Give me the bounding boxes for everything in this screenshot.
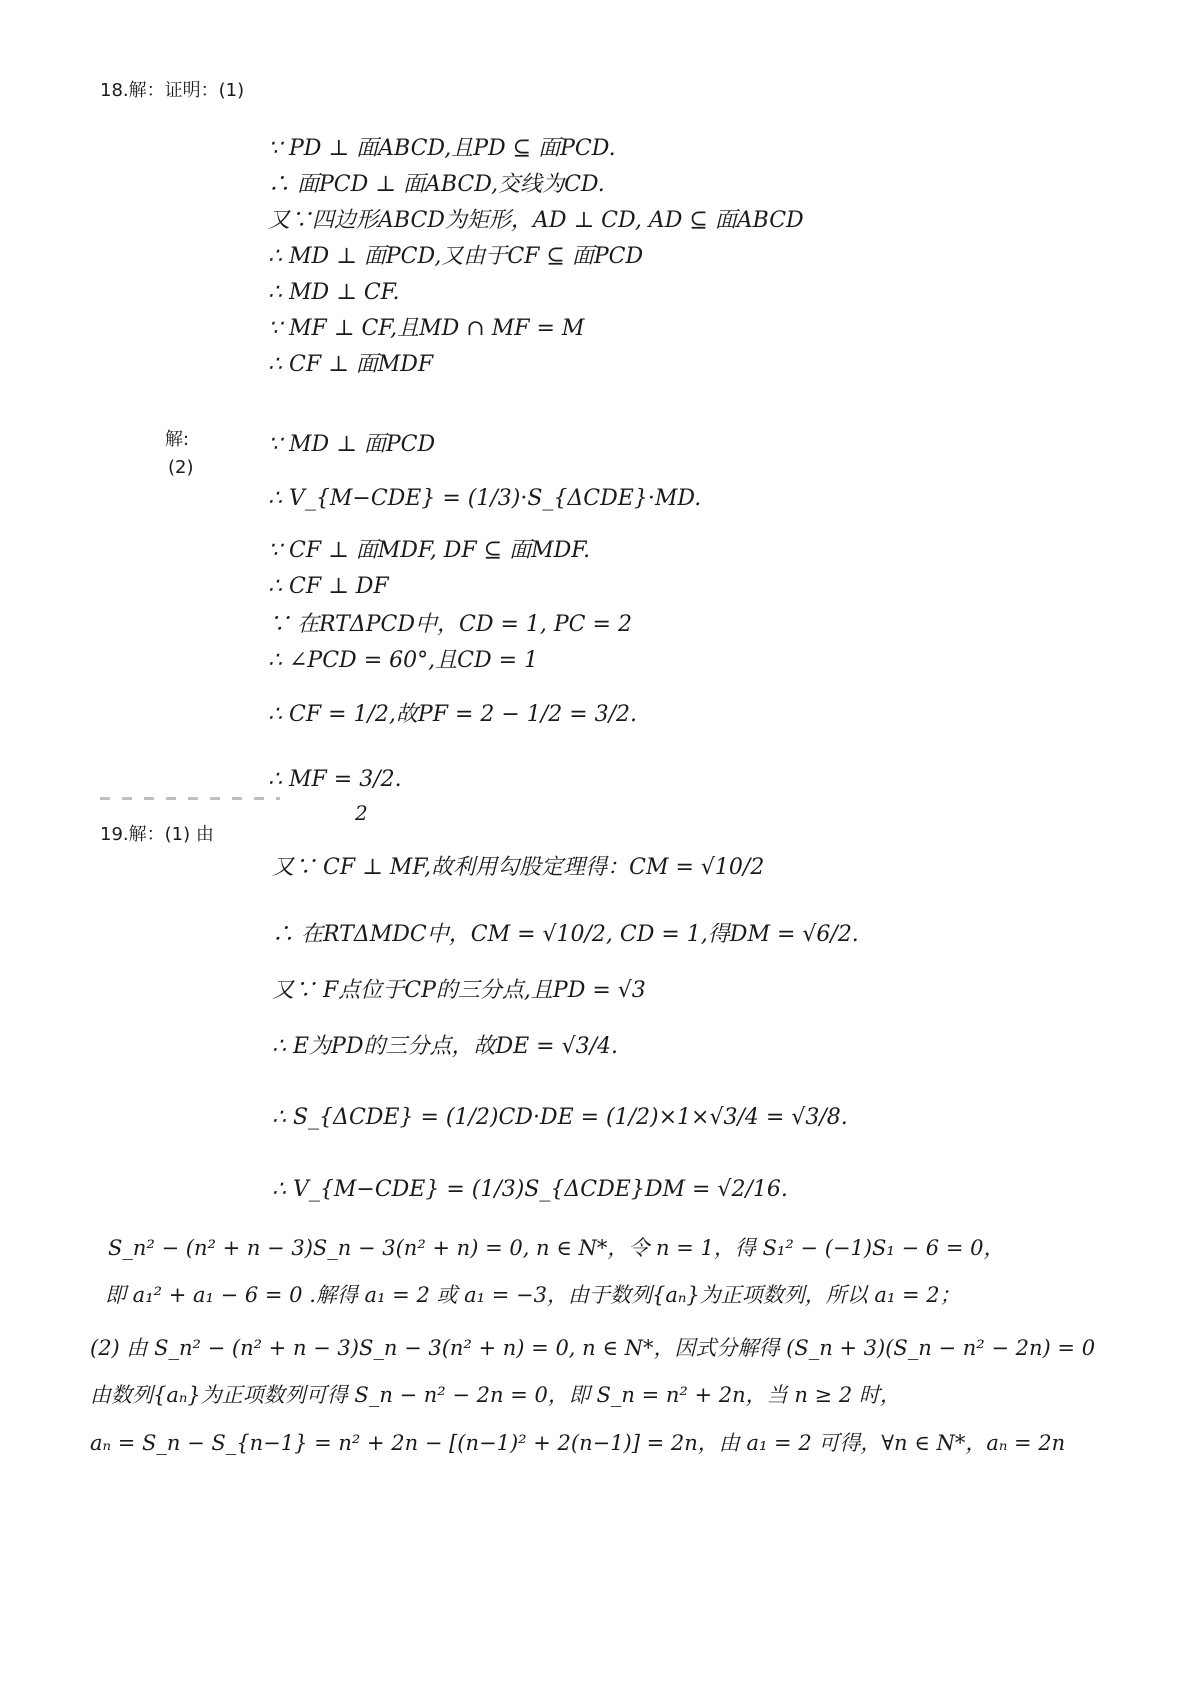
- q19-line-2: 即 a₁² + a₁ − 6 = 0 .解得 a₁ = 2 或 a₁ = −3，由于数列{aₙ}为正项数列，所以 a₁ = 2；: [105, 1283, 961, 1307]
- q18-part1-line-7: ∴ CF ⊥ 面MDF: [268, 352, 434, 377]
- q18-part2-line-2: ∴ V_{M−CDE} = (1/3)·S_{ΔCDE}·MD.: [268, 486, 702, 511]
- q18-part2-line-13: ∴ S_{ΔCDE} = (1/2)CD·DE = (1/2)×1×√3/4 = √3/8.: [272, 1105, 848, 1130]
- q19-title: 19.解：(1) 由: [100, 824, 214, 845]
- q18-title: 18.解：证明：(1): [100, 80, 245, 101]
- q18-part2-label-a: 解:: [165, 429, 190, 450]
- q19-line-1: S_n² − (n² + n − 3)S_n − 3(n² + n) = 0, n ∈ N*，令 n = 1，得 S₁² − (−1)S₁ − 6 = 0，: [108, 1236, 1005, 1260]
- q18-part1-line-3: 又∵四边形ABCD为矩形，AD ⊥ CD, AD ⊆ 面ABCD: [268, 208, 804, 233]
- stray-digit: 2: [355, 801, 368, 825]
- q18-part1-line-4: ∴ MD ⊥ 面PCD,又由于CF ⊆ 面PCD: [268, 244, 644, 269]
- q18-part2-line-14: ∴ V_{M−CDE} = (1/3)S_{ΔCDE}DM = √2/16.: [272, 1177, 788, 1202]
- q18-part2-line-10: ∴ 在RTΔMDC中，CM = √10/2, CD = 1,得DM = √6/2.: [272, 922, 859, 947]
- q18-part2-line-8: ∴ MF = 3/2.: [268, 767, 402, 792]
- q19-line-3: (2) 由 S_n² − (n² + n − 3)S_n − 3(n² + n) = 0, n ∈ N*，因式分解得 (S_n + 3)(S_n − n² − 2n) = 0: [90, 1336, 1096, 1360]
- q18-part1-line-6: ∵ MF ⊥ CF,且MD ∩ MF = M: [268, 316, 585, 341]
- q18-part1-line-5: ∴ MD ⊥ CF.: [268, 280, 400, 305]
- q18-part2-line-12: ∴ E为PD的三分点，故DE = √3/4.: [272, 1034, 619, 1059]
- q18-part2-line-1: ∵ MD ⊥ 面PCD: [268, 432, 436, 457]
- q18-part2-line-7: ∴ CF = 1/2,故PF = 2 − 1/2 = 3/2.: [268, 702, 638, 727]
- q18-part2-line-4: ∴ CF ⊥ DF: [268, 574, 389, 599]
- q18-part2-line-11: 又∵ F点位于CP的三分点,且PD = √3: [272, 978, 646, 1003]
- q18-part2-line-5: ∵ 在RTΔPCD中，CD = 1, PC = 2: [268, 612, 632, 637]
- q18-part2-label-b: (2): [168, 457, 194, 478]
- q18-part2-line-9: 又∵ CF ⊥ MF,故利用勾股定理得：CM = √10/2: [272, 855, 765, 880]
- q19-line-5: aₙ = S_n − S_{n−1} = n² + 2n − [(n−1)² + 2(n−1)] = 2n，由 a₁ = 2 可得，∀n ∈ N*，aₙ = 2n: [90, 1431, 1066, 1455]
- q18-part1-line-1: ∵ PD ⊥ 面ABCD,且PD ⊆ 面PCD.: [268, 136, 616, 161]
- q18-part2-line-3: ∵ CF ⊥ 面MDF, DF ⊆ 面MDF.: [268, 538, 591, 563]
- q18-part2-line-6: ∴ ∠PCD = 60°,且CD = 1: [268, 648, 538, 673]
- scan-artifact-line: [100, 797, 280, 800]
- q18-part1-line-2: ∴ 面PCD ⊥ 面ABCD,交线为CD.: [268, 172, 605, 197]
- q19-line-4: 由数列{aₙ}为正项数列可得 S_n − n² − 2n = 0，即 S_n = n² + 2n，当 n ≥ 2 时，: [90, 1383, 901, 1407]
